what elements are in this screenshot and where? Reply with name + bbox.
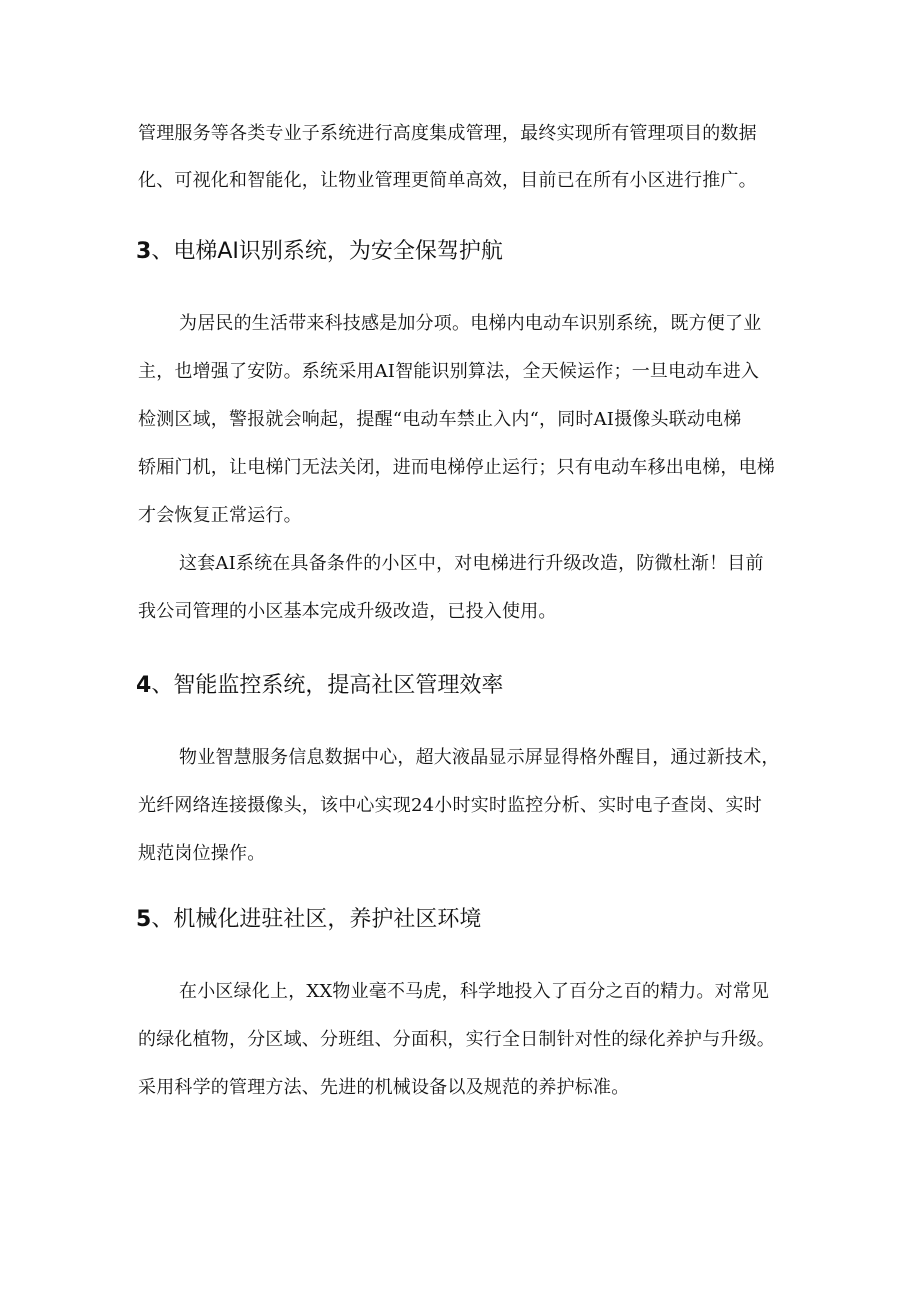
paragraph-line: 规范岗位操作。 [138, 843, 266, 864]
heading-text: 、机械化进驻社区，养护社区环境 [151, 907, 482, 932]
heading-number: 3 [136, 239, 152, 264]
heading-text: 、电梯AI识别系统，为安全保驾护航 [151, 239, 503, 264]
paragraph-line: 化、可视化和智能化，让物业管理更简单高效，目前已在所有小区进行推广。 [138, 170, 757, 191]
paragraph-line: 物业智慧服务信息数据中心，超大液晶显示屏显得格外醒目，通过新技术， [179, 747, 780, 768]
section-heading-3 [136, 238, 503, 266]
paragraph-line: 在小区绿化上，XX物业毫不马虎，科学地投入了百分之百的精力。对常见 [179, 981, 770, 1002]
paragraph-line: 检测区域，警报就会响起，提醒“电动车禁止入内“，同时AI摄像头联动电梯 [138, 409, 742, 430]
heading-number: 5 [136, 907, 152, 932]
paragraph-line: 主，也增强了安防。系统采用AI智能识别算法，全天候运作；一旦电动车进入 [138, 361, 760, 382]
heading-number: 4 [136, 673, 152, 698]
paragraph-line: 采用科学的管理方法、先进的机械设备以及规范的养护标准。 [138, 1077, 630, 1098]
heading-text: 、智能监控系统，提高社区管理效率 [151, 673, 504, 698]
paragraph-line: 光纤网络连接摄像头，该中心实现24小时实时监控分析、实时电子查岗、实时 [138, 795, 762, 816]
section-heading-4 [136, 672, 503, 700]
paragraph-line: 管理服务等各类专业子系统进行高度集成管理，最终实现所有管理项目的数据 [138, 123, 757, 144]
paragraph-line: 才会恢复正常运行。 [138, 505, 302, 526]
paragraph-line: 我公司管理的小区基本完成升级改造，已投入使用。 [138, 601, 557, 622]
section-heading-5 [136, 906, 481, 934]
paragraph-line: 的绿化植物，分区域、分班组、分面积，实行全日制针对性的绿化养护与升级。 [138, 1029, 775, 1050]
paragraph-line: 轿厢门机，让电梯门无法关闭，进而电梯停止运行；只有电动车移出电梯，电梯 [138, 457, 775, 478]
paragraph-line: 为居民的生活带来科技感是加分项。电梯内电动车识别系统，既方便了业 [179, 313, 762, 334]
paragraph-line: 这套AI系统在具备条件的小区中，对电梯进行升级改造，防微杜渐！目前 [179, 553, 764, 574]
